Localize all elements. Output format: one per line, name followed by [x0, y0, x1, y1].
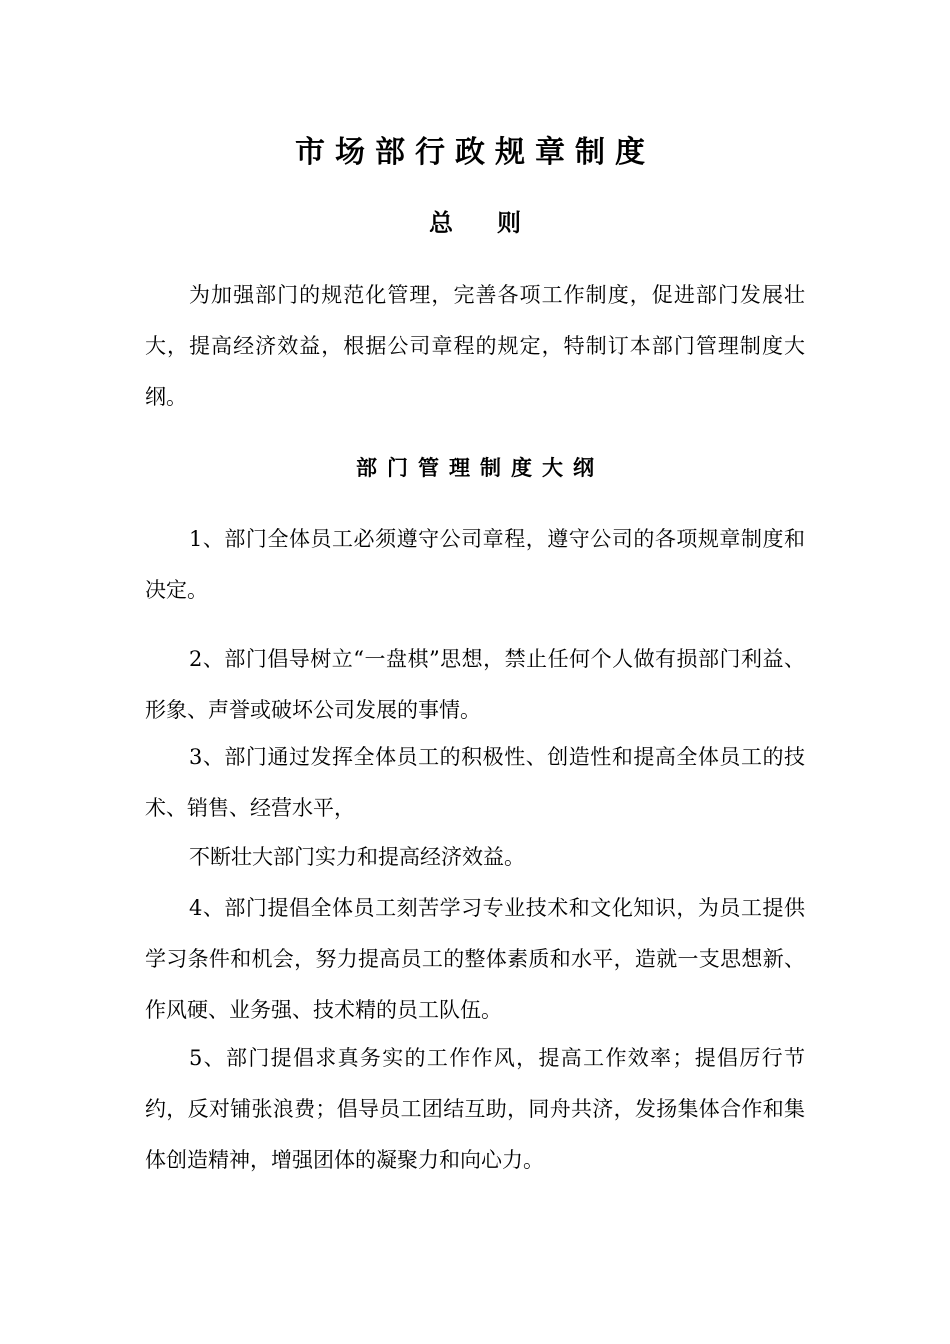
document-title: 市场部行政规章制度 — [295, 135, 655, 170]
section-heading-general: 总则 — [429, 208, 565, 237]
outline-item-5: 5、部门提倡求真务实的工作作风，提高工作效率；提倡厉行节约，反对铺张浪费；倡导员工团结互助，同舟共济，发扬集体合作和集体创造精神，增强团体的凝聚力和向心力。 — [145, 1046, 805, 1172]
outline-item-2: 2、部门倡导树立“一盘棋”思想，禁止任何个人做有损部门利益、形象、声誉或破坏公司发展的事情。 — [145, 647, 805, 722]
outline-item-3: 3、部门通过发挥全体员工的积极性、创造性和提高全体员工的技术、销售、经营水平， — [145, 745, 805, 820]
outline-item-3-continued: 不断壮大部门实力和提高经济效益。 — [189, 845, 525, 869]
outline-item-4: 4、部门提倡全体员工刻苦学习专业技术和文化知识，为员工提供学习条件和机会，努力提高员工的整体素质和水平，造就一支思想新、作风硬、业务强、技术精的员工队伍。 — [145, 896, 805, 1022]
outline-item-1: 1、部门全体员工必须遵守公司章程，遵守公司的各项规章制度和决定。 — [145, 527, 805, 602]
intro-paragraph: 为加强部门的规范化管理，完善各项工作制度，促进部门发展壮大，提高经济效益，根据公司章程的规定，特制订本部门管理制度大纲。 — [145, 283, 805, 409]
section-heading-outline: 部门管理制度大纲 — [356, 455, 604, 480]
